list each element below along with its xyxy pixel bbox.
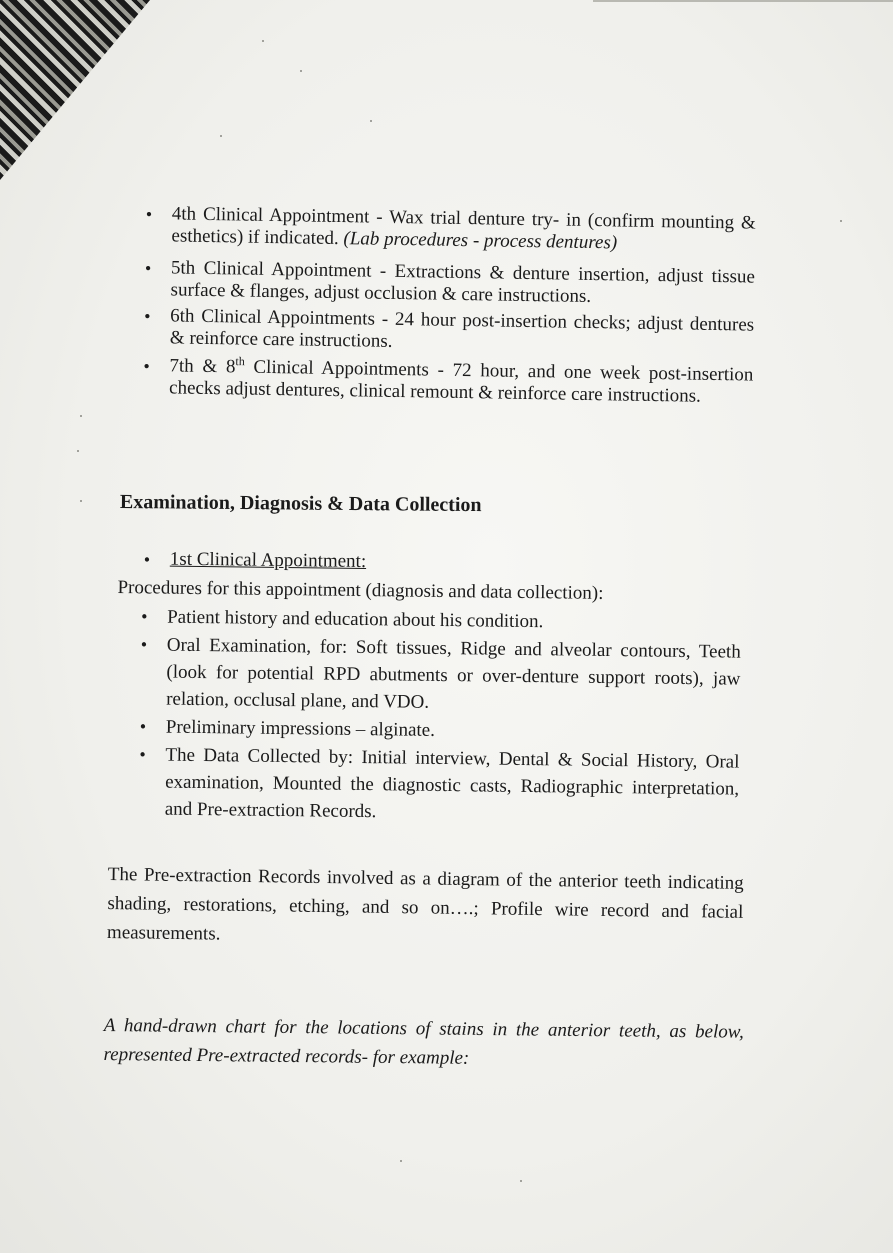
first-appointment-block [115,548,748,830]
scan-speck [80,500,82,502]
page-edge-line [593,0,893,2]
bullet-icon: • [139,744,146,765]
appointments-list [143,203,756,409]
scan-speck [520,1180,522,1182]
appointment-item-4th [145,203,756,257]
bullet-icon: • [143,355,150,377]
scan-speck [220,135,222,137]
scan-speck [77,450,79,452]
bullet-icon: • [144,305,151,327]
appointment-item-text: 6th Clinical Appointments - 24 hour post-insertion checks; adjust dentures & reinforce care instructions. [169,305,755,352]
procedure-item [139,741,740,829]
scan-speck [300,70,302,72]
scan-speck [262,40,264,42]
first-appointment-label: 1st Clinical Appointment: [169,548,367,573]
scan-speck [80,415,82,417]
appointment-item-5th [144,257,755,311]
procedure-item [140,631,741,719]
bullet-icon: • [144,257,152,279]
bullet-icon: • [145,203,153,225]
procedures-list [139,604,742,829]
section-heading: Examination, Diagnosis & Data Collection [119,491,482,517]
appointment-item-italic-note: (Lab procedures - process dentures) [343,228,618,254]
procedure-item-text: Oral Examination, for: Soft tissues, Ridge and alveolar contours, Teeth (look for potential RPD abutments or over-denture support roots), jaw relation, occlusal plane, and VDO. [166,634,741,713]
procedures-intro: Procedures for this appointment (diagnosis and data collection): [117,576,604,604]
appointment-item-prefix: 7th & 8 [169,355,236,378]
bullet-icon: • [140,634,148,655]
appointment-item-6th [144,305,755,359]
appointment-item-superscript: th [235,354,245,369]
procedure-item-text: The Data Collected by: Initial interview, Dental & Social History, Oral examination, Mounted the diagnostic casts, Radiographic interpretation, and Pre-extraction Records. [164,744,740,823]
scan-speck [370,120,372,122]
scan-speck [400,1160,402,1162]
chart-caption: A hand-drawn chart for the locations of stains in the anterior teeth, as below, represented Pre-extracted records- for example: [103,1014,744,1069]
appointment-item-text: Clinical Appointments - 72 hour, and one week post-insertion checks adjust dentures, clinical remount & reinforce care instructions. [168,356,754,407]
procedure-item-text: Patient history and education about his condition. [167,606,544,633]
bullet-icon: • [141,606,148,627]
appointments-block [143,203,756,409]
pre-extraction-paragraph: The Pre-extraction Records involved as a diagram of the anterior teeth indicating shading, restorations, etching, and so on….; Profile wire record and facial measurements. [106,863,744,945]
appointment-item-text: 5th Clinical Appointment - Extractions & denture insertion, adjust tissue surface & flanges, adjust occlusion & care instructions. [170,257,756,308]
scan-speck [840,220,842,222]
bullet-icon: • [139,716,147,737]
bullet-icon: • [143,549,151,570]
appointment-item-text: 4th Clinical Appointment - Wax trial denture try- in (confirm mounting & esthetics) if indicated. [171,203,756,250]
procedure-item-text: Preliminary impressions – alginate. [165,716,436,741]
